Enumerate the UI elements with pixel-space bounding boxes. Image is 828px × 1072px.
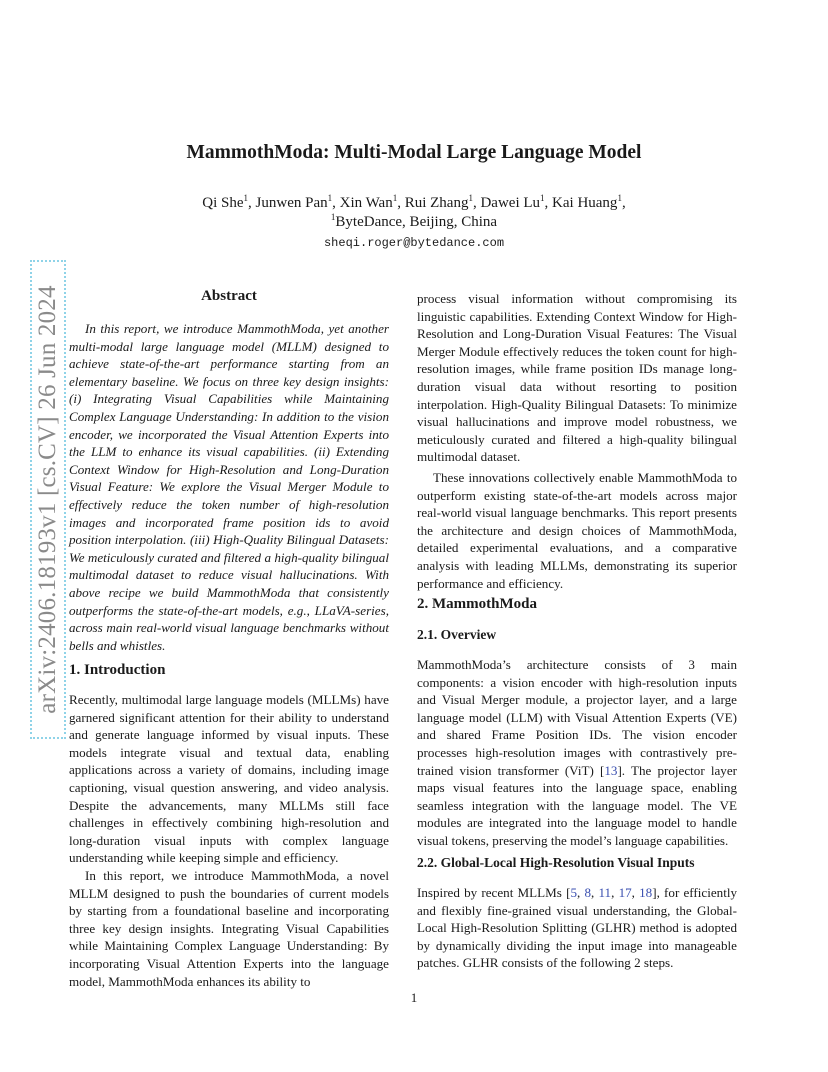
author-list: Qi She$^1$, Junwen Pan$^1$, Xin Wan$^1$, Rui Zhang$^1$, Dawei Lu$^1$, Kai Huang$^1$, (202, 193, 626, 211)
global-local-body (417, 884, 737, 972)
paragraph: process visual information without compromising its linguistic capabilities. Extending Context Window for High-Resolution and Long-Duration Visual Features: The Visual Merger Module effectively reduces the token count for high-resolution images, while frame position IDs manage long-duration visual data without resorting to position interpolation. High-Quality Bilingual Datasets: To minimize visual hallucinations and improve model robustness, we meticulously curated and filtered a high-quality bilingual multimodal dataset. (417, 291, 737, 465)
introduction-body (69, 691, 389, 990)
citation-link[interactable]: 18 (639, 885, 653, 900)
author: Kai Huang (552, 195, 618, 211)
abstract-text: In this report, we introduce MammothModa, yet another multi-modal large language model (MLLM) designed to achieve state-of-the-art performance starting from an elementary baseline. We focus on three key design insights: (i) Integrating Visual Capabilities while Maintaining Complex Language Understanding: In addition to the vision encoder, we incorporated the Visual Attention Experts into the LLM to enhance its visual capabilities. (ii) Extending Context Window for High-Resolution and Long-Duration Visual Feature: We explore the Visual Merger Module to effectively reduce the token number of high-resolution images and incorporated frame position ids to avoid position interpolation. (iii) High-Quality Bilingual Datasets: We meticulously curated and filtered a high-quality bilingual multimodal dataset to reduce visual hallucinations. With above recipe we build MammothModa that consistently outperforms the state-of-the-art models, e.g., LLaVA-series, across main real-world visual language benchmarks without bells and whistles. (69, 321, 389, 653)
overview-body (417, 656, 737, 850)
paragraph: MammothModa’s architecture consists of 3 main components: a vision encoder with high-resolution inputs and Visual Merger module, a projector layer, and a large language model (LLM) with Visual Attention Experts (VE) and shared Frame Position IDs. The vision encoder processes high-resolution images with contrastively pre-trained vision transformer (ViT) [13]. The projector layer maps visual features into the language space, enabling seamless integration with the language model. The VE modules are integrated into the language model to handle visual tokens, preserving the model’s language capabilities. (417, 657, 737, 848)
citation-link[interactable]: 13 (604, 762, 618, 778)
author: Rui Zhang (404, 195, 469, 211)
subsection-heading-overview: 2.1. Overview (417, 627, 497, 642)
page-number: 1 (410, 990, 418, 1005)
affiliation: $^1$ByteDance, Beijing, China (330, 212, 498, 230)
author-email: sheqi.roger@bytedance.com (323, 236, 505, 250)
paragraph: Recently, multimodal large language models (MLLMs) have garnered significant attention for their ability to understand and generate language informed by visual inputs. These models integrate visual and textual data, enabling applications across a variety of domains, including image captioning, visual question answering, and video analysis. Despite the advancements, many MLLMs still face challenges in effectively combining high-resolution and long-duration visual inputs with complex language understanding while keeping simple and efficiency. (69, 692, 389, 866)
right-column-intro-continued (417, 290, 737, 592)
author: Qi She (202, 195, 244, 211)
subsection-heading-global-local: 2.2. Global-Local High-Resolution Visual Inputs (417, 855, 695, 870)
section-heading-mammothmoda: 2. MammothModa (417, 596, 537, 612)
paragraph: Inspired by recent MLLMs [5, 8, 11, 17, 18], for efficiently and flexibly fine-grained visual understanding, the Global-Local High-Resolution Splitting (GLHR) method is adopted by dynamically dividing the input image into manageable patches. GLHR consists of the following 2 steps. (417, 885, 738, 971)
paper-title: MammothModa: Multi-Modal Large Language Model (186, 142, 642, 163)
author: Dawei Lu (480, 195, 541, 211)
citation-link[interactable]: 5 (570, 885, 577, 900)
arxiv-sidebar (16, 262, 61, 737)
author: Xin Wan (339, 195, 393, 211)
paragraph: These innovations collectively enable MammothModa to outperform existing state-of-the-art models across major real-world visual language benchmarks. This report presents the architecture and design choices of MammothModa, detailed experimental evaluations, and a comparative analysis with leading MLLMs, demonstrating its superior performance and efficiency. (417, 469, 737, 591)
citation-link[interactable]: 11 (598, 885, 612, 900)
paragraph: In this report, we introduce MammothModa, a novel MLLM designed to push the boundaries of current models by starting from a foundational baseline and incorporating three key design insights. Integrating Visual Capabilities while Maintaining Complex Language Understanding: By incorporating Visual Attention Experts into the language model, MammothModa enhances its ability to (69, 867, 389, 989)
section-heading-introduction: 1. Introduction (69, 662, 166, 678)
abstract-heading: Abstract (201, 288, 257, 304)
arxiv-identifier: arXiv:2406.18193v1 [cs.CV] 26 Jun 2024 (32, 262, 64, 737)
citation-link[interactable]: 8 (584, 885, 592, 900)
citation-link[interactable]: 17 (618, 885, 632, 900)
author: Junwen Pan (255, 195, 328, 211)
